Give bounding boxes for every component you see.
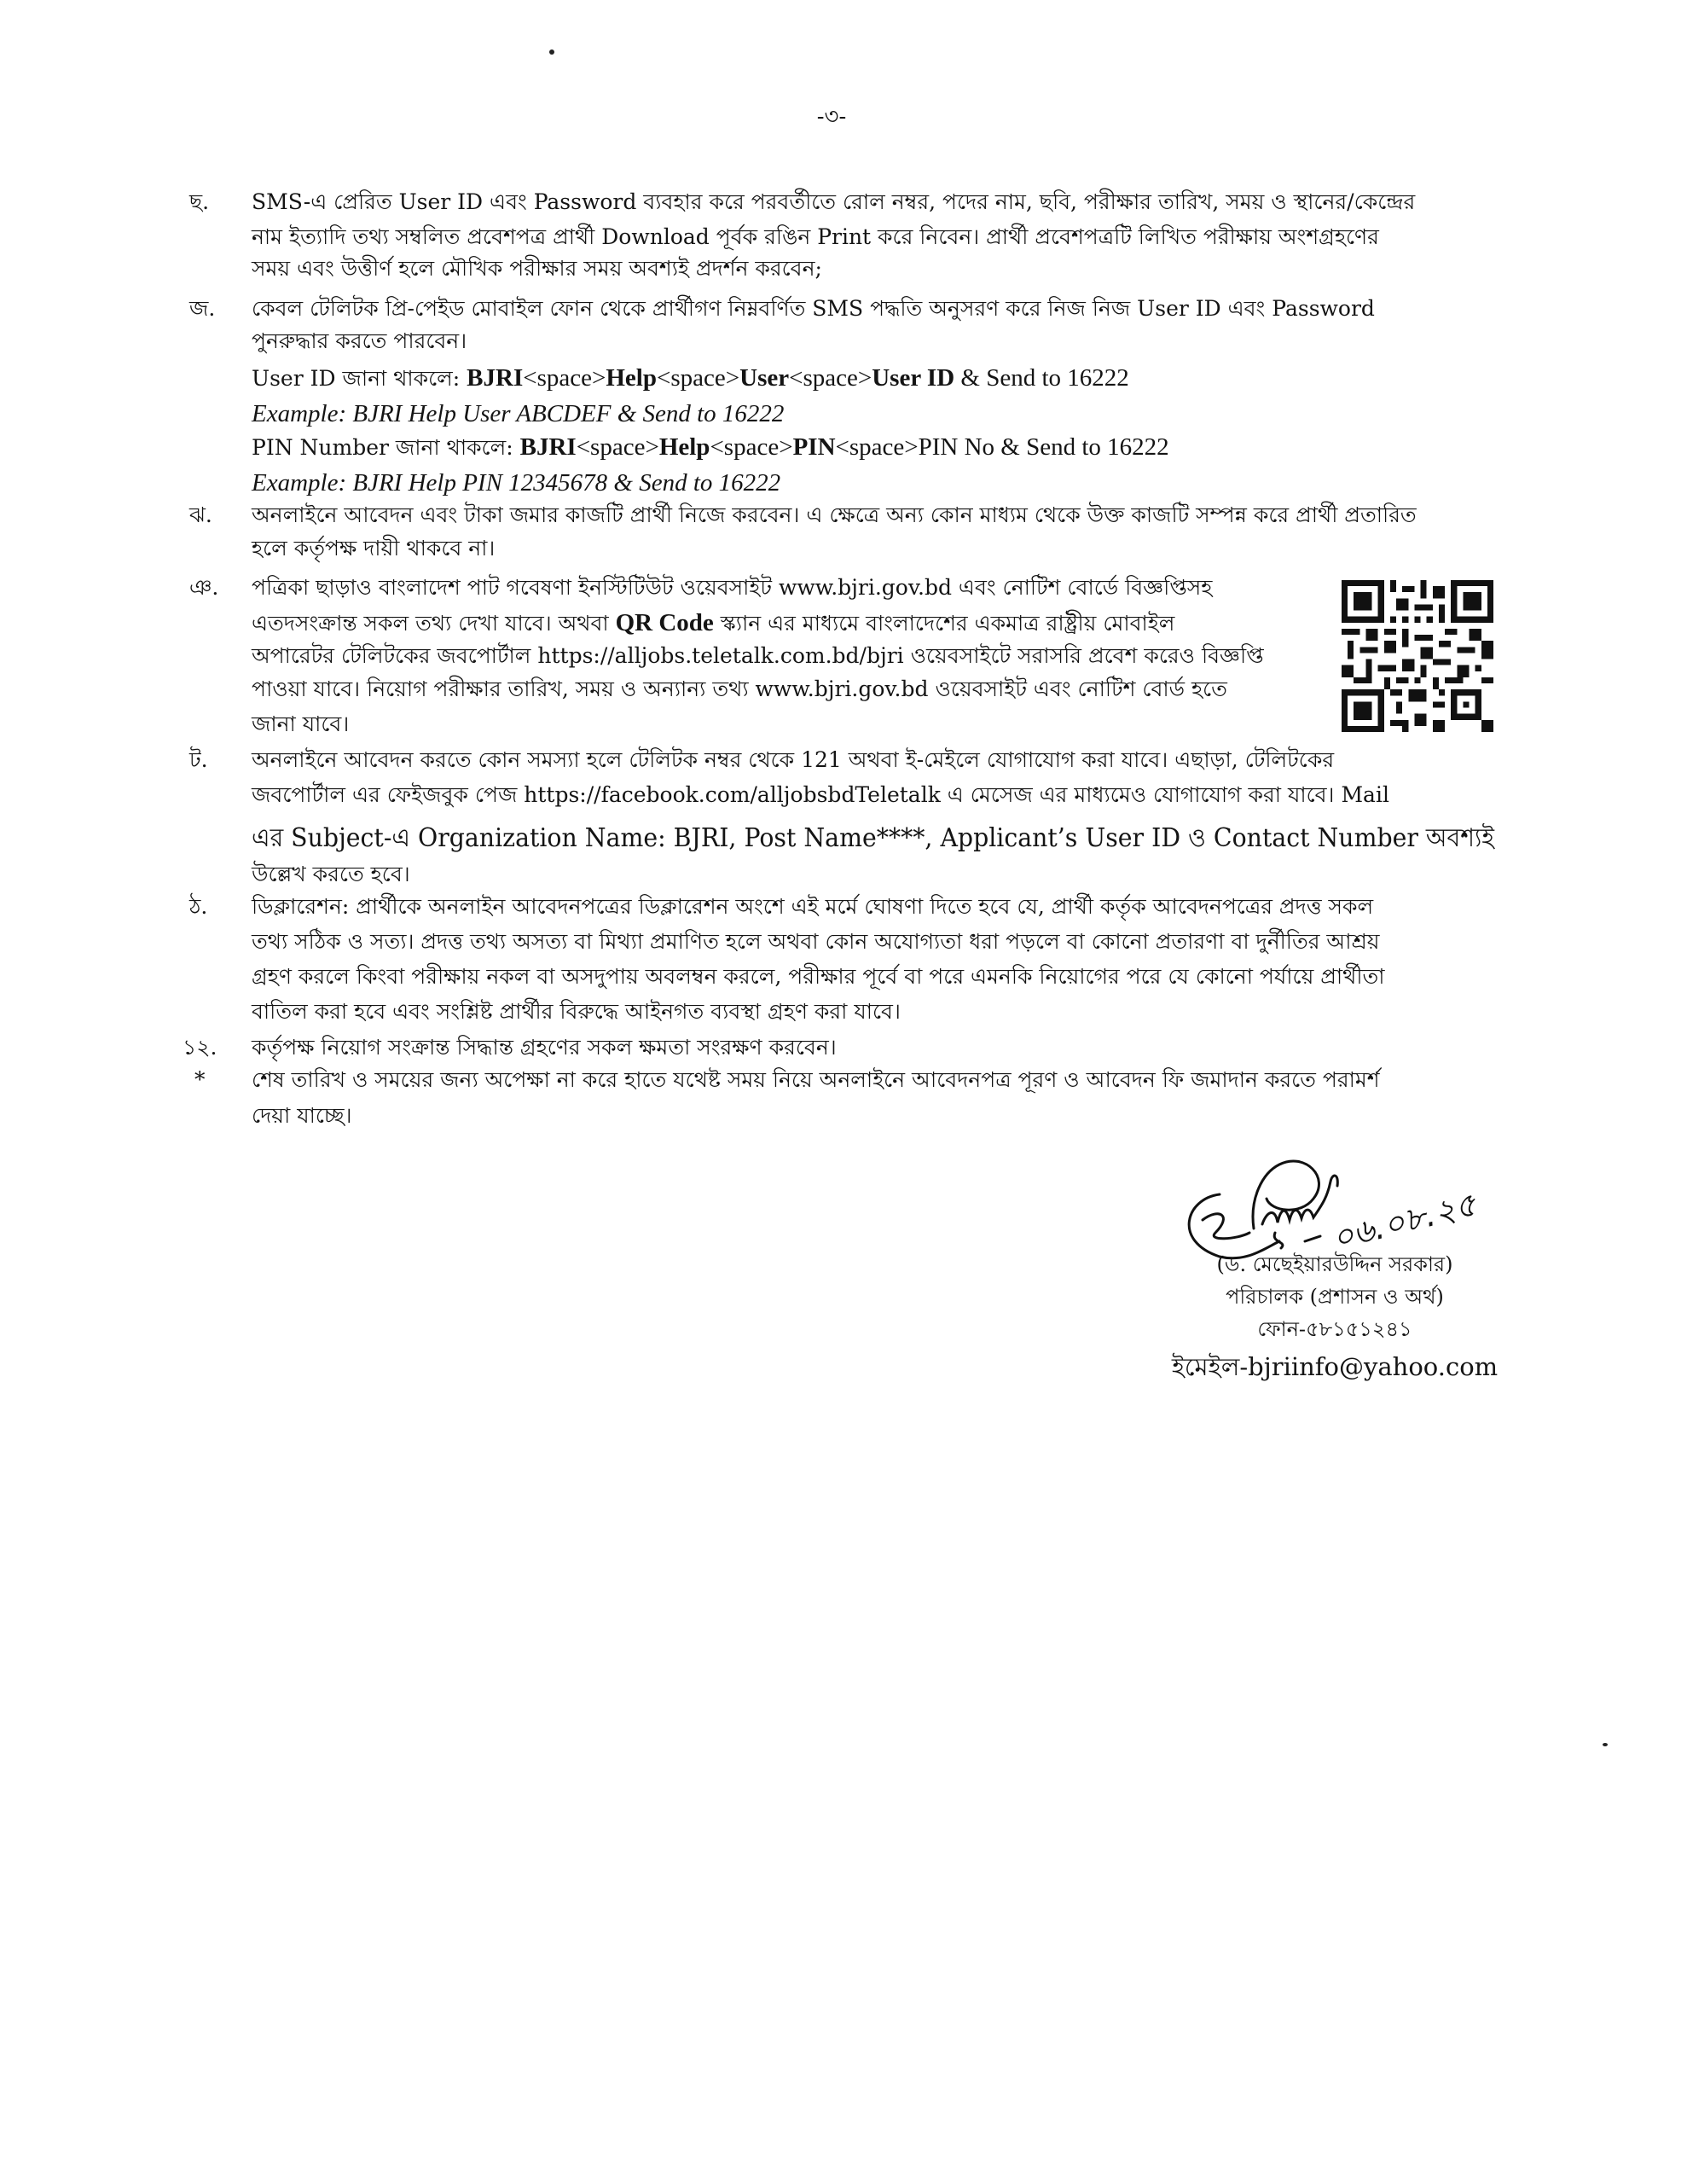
sms-keyword: BJRI: [467, 364, 524, 392]
pin-prefix: PIN Number জানা থাকলে:: [252, 435, 520, 460]
item-label: ছ.: [189, 189, 210, 214]
item-label: ঠ.: [189, 894, 208, 919]
item-label: ঞ.: [189, 575, 219, 600]
example-text: Example: BJRI Help PIN 12345678 & Send to 16222: [252, 469, 781, 497]
signatory-designation: পরিচালক (প্রশাসন ও অর্থ): [1226, 1285, 1444, 1309]
item-label: ঝ.: [189, 502, 212, 527]
item-line: বাতিল করা হবে এবং সংশ্লিষ্ট প্রার্থীর বিরুদ্ধে আইনগত ব্যবস্থা গ্রহণ করা যাবে।: [252, 999, 901, 1024]
example-text: Example: BJRI Help User ABCDEF & Send to 16222: [252, 400, 785, 427]
item-line: ডিক্লারেশন: প্রার্থীকে অনলাইন আবেদনপত্রের ডিক্লারেশন অংশে এই মর্মে ঘোষণা দিতে হবে যে, প্রার্থী কর্তৃক আবেদনপত্রের প্রদত্ত সকল: [252, 894, 1374, 919]
sms-keyword: Help: [606, 364, 657, 392]
sms-keyword: Help: [658, 433, 710, 461]
item-line: জবপোর্টাল এর ফেইজবুক পেজ https://facebook.com/alljobsbdTeletalk এ মেসেজ এর মাধ্যমেও যোগাযোগ করা যাবে। Mail: [252, 782, 1389, 807]
signatory-email: ইমেইল-bjriinfo@yahoo.com: [1171, 1352, 1499, 1381]
sms-keyword: PIN: [792, 433, 836, 461]
item-line: অনলাইনে আবেদন এবং টাকা জমার কাজটি প্রার্থী নিজে করবেন। এ ক্ষেত্রে অন্য কোন মাধ্যম থেকে উক্ত কাজটি সম্পন্ন করে প্রার্থী প্রতারিত: [252, 502, 1417, 527]
item-line: পাওয়া যাবে। নিয়োগ পরীক্ষার তারিখ, সময় ও অন্যান্য তথ্য www.bjri.gov.bd ওয়েবসাইট এবং নোটিশ বোর্ড হতে: [252, 677, 1227, 701]
item-label: ১২.: [183, 1035, 217, 1060]
qr-code-mention: QR Code: [615, 609, 714, 636]
space-token: <space>: [576, 433, 659, 461]
page-number: -৩-: [816, 104, 847, 130]
item-line: পুনরুদ্ধার করতে পারবেন।: [252, 328, 467, 353]
sms-userid-format: [252, 365, 1129, 392]
item-line: তথ্য সঠিক ও সত্য। প্রদত্ত তথ্য অসত্য বা মিথ্যা প্রমাণিত হলে অথবা কোন অযোগ্যতা ধরা পড়লে বা কোনো প্রতারণা বা দুর্নীতির আশ্রয়: [252, 929, 1380, 954]
text-run: স্ক্যান এর মাধ্যমে বাংলাদেশের একমাত্র রাষ্ট্রীয় মোবাইল: [713, 611, 1175, 636]
item-label: *: [194, 1067, 206, 1092]
item-line: SMS-এ প্রেরিত User ID এবং Password ব্যবহার করে পরবর্তীতে রোল নম্বর, পদের নাম, ছবি, পরীক্ষার তারিখ, সময় ও স্থানের/কেন্দ্রের: [252, 189, 1416, 214]
handwritten-date: ০৬.০৮.২৫: [1328, 1185, 1481, 1258]
item-line: হলে কর্তৃপক্ষ দায়ী থাকবে না।: [252, 536, 496, 561]
item-line: জানা যাবে।: [252, 712, 350, 736]
item-line: উল্লেখ করতে হবে।: [252, 862, 410, 886]
item-line: অনলাইনে আবেদন করতে কোন সমস্যা হলে টেলিটক নম্বর থেকে 121 অথবা ই-মেইলে যোগাযোগ করা যাবে। এছাড়া, টেলিটকের: [252, 747, 1335, 772]
item-label: জ.: [189, 296, 216, 321]
userid-prefix: User ID জানা থাকলে:: [252, 366, 467, 391]
sms-example-pin: [252, 470, 780, 497]
item-line: অপারেটর টেলিটকের জবপোর্টাল https://alljobs.teletalk.com.bd/bjri ওয়েবসাইটে সরাসরি প্রবেশ করেও বিজ্ঞপ্তি: [252, 643, 1264, 668]
space-token: <space>: [789, 364, 872, 392]
sms-keyword: User: [739, 364, 790, 392]
text-run: এতদসংক্রান্ত সকল তথ্য দেখা যাবে। অথবা: [252, 611, 616, 636]
qr-code-icon: [1342, 580, 1493, 732]
signatory-phone: ফোন-৫৮১৫১২৪১: [1257, 1317, 1412, 1341]
item-line: পত্রিকা ছাড়াও বাংলাদেশ পাট গবেষণা ইনস্টিটিউট ওয়েবসাইট www.bjri.gov.bd এবং নোটিশ বোর্ডে বিজ্ঞপ্তিসহ: [252, 575, 1213, 600]
signatory-name: (ড. মেছেইয়ারউদ্দিন সরকার): [1216, 1252, 1453, 1276]
item-line: গ্রহণ করলে কিংবা পরীক্ষায় নকল বা অসদুপায় অবলম্বন করলে, পরীক্ষার পূর্বে বা পরে এমনকি নিয়োগের পরে যে কোনো পর্যায়ে প্রার্থীতা: [252, 964, 1385, 989]
item-line: কেবল টেলিটক প্রি-পেইড মোবাইল ফোন থেকে প্রার্থীগণ নিম্নবর্ণিত SMS পদ্ধতি অনুসরণ করে নিজ নিজ User ID এবং Password: [252, 296, 1375, 321]
item-line: এর Subject-এ Organization Name: BJRI, Post Name****, Applicant’s User ID ও Contact Number অবশ্যই: [252, 823, 1495, 853]
sms-example-userid: [252, 401, 784, 427]
sms-suffix: & Send to 16222: [954, 364, 1129, 392]
item-label: ট.: [189, 747, 208, 772]
scan-speck: [549, 49, 554, 55]
item-line: শেষ তারিখ ও সময়ের জন্য অপেক্ষা না করে হাতে যথেষ্ট সময় নিয়ে অনলাইনে আবেদনপত্র পূরণ ও আবেদন ফি জমাদান করতে পরামর্শ: [252, 1067, 1380, 1092]
item-line: সময় এবং উত্তীর্ণ হলে মৌখিক পরীক্ষার সময় অবশ্যই প্রদর্শন করবেন;: [252, 256, 822, 281]
item-line: নাম ইত্যাদি তথ্য সম্বলিত প্রবেশপত্র প্রার্থী Download পূর্বক রঙিন Print করে নিবেন। প্রার্থী প্রবেশপত্রটি লিখিত পরীক্ষায় অংশগ্রহণের: [252, 224, 1379, 249]
item-line: [252, 610, 1174, 636]
sms-keyword: BJRI: [519, 433, 577, 461]
item-line: কর্তৃপক্ষ নিয়োগ সংক্রান্ত সিদ্ধান্ত গ্রহণের সকল ক্ষমতা সংরক্ষণ করবেন।: [252, 1035, 837, 1060]
sms-keyword: User ID: [872, 364, 955, 392]
scan-speck: [1603, 1743, 1608, 1746]
space-token: <space>: [523, 364, 606, 392]
item-line: দেয়া যাচ্ছে।: [252, 1103, 352, 1128]
sms-suffix: PIN No & Send to 16222: [918, 433, 1169, 461]
space-token: <space>: [835, 433, 919, 461]
space-token: <space>: [710, 433, 793, 461]
handwritten-signature: [1168, 1147, 1527, 1263]
sms-pin-format: [252, 434, 1169, 461]
space-token: <space>: [657, 364, 740, 392]
